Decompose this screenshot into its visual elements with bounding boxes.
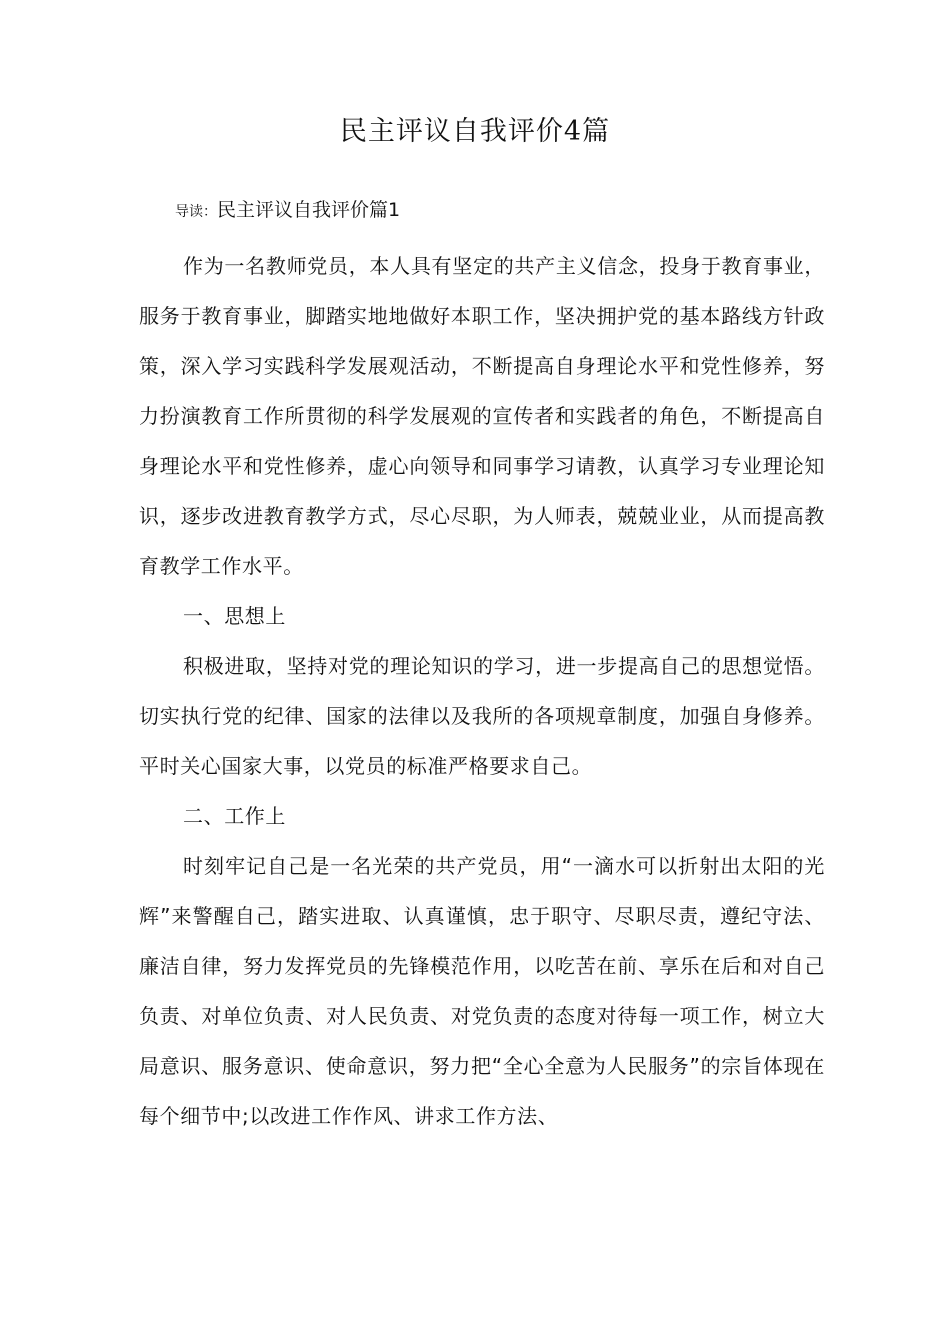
section-heading-work: 二、工作上 [183,804,286,828]
lead-line [175,196,400,226]
paragraph-work: 时刻牢记自己是一名光荣的共产党员，用“一滴水可以折射出太阳的光辉”来警醒自己，踏实进取、认真谨慎，忠于职守、尽职尽责，遵纪守法、廉洁自律，努力发挥党员的先锋模范作用，以吃苦在前、享乐在后和对自己负责、对单位负责、对人民负责、对党负责的态度对待每一项工作，树立大局意识、服务意识、使命意识，努力把“全心全意为人民服务”的宗旨体现在每个细节中;以改进工作作风、讲求工作方法、 [139,854,825,1128]
document-body [139,241,825,1141]
paragraph-thought: 积极进取，坚持对党的理论知识的学习，进一步提高自己的思想觉悟。切实执行党的纪律、国家的法律以及我所的各项规章制度，加强自身修养。平时关心国家大事，以党员的标准严格要求自己。 [139,654,825,778]
lead-label: 导读： [175,204,217,220]
document-title: 民主评议自我评价4篇 [339,116,611,147]
section-heading-thought: 一、思想上 [183,604,286,628]
lead-text: 民主评议自我评价篇1 [217,199,401,221]
paragraph-intro: 作为一名教师党员，本人具有坚定的共产主义信念，投身于教育事业，服务于教育事业，脚踏实地地做好本职工作，坚决拥护党的基本路线方针政策，深入学习实践科学发展观活动，不断提高自身理论水平和党性修养，努力扮演教育工作所贯彻的科学发展观的宣传者和实践者的角色，不断提高自身理论水平和党性修养，虚心向领导和同事学习请教，认真学习专业理论知识，逐步改进教育教学方式，尽心尽职，为人师表，兢兢业业，从而提高教育教学工作水平。 [139,254,825,578]
